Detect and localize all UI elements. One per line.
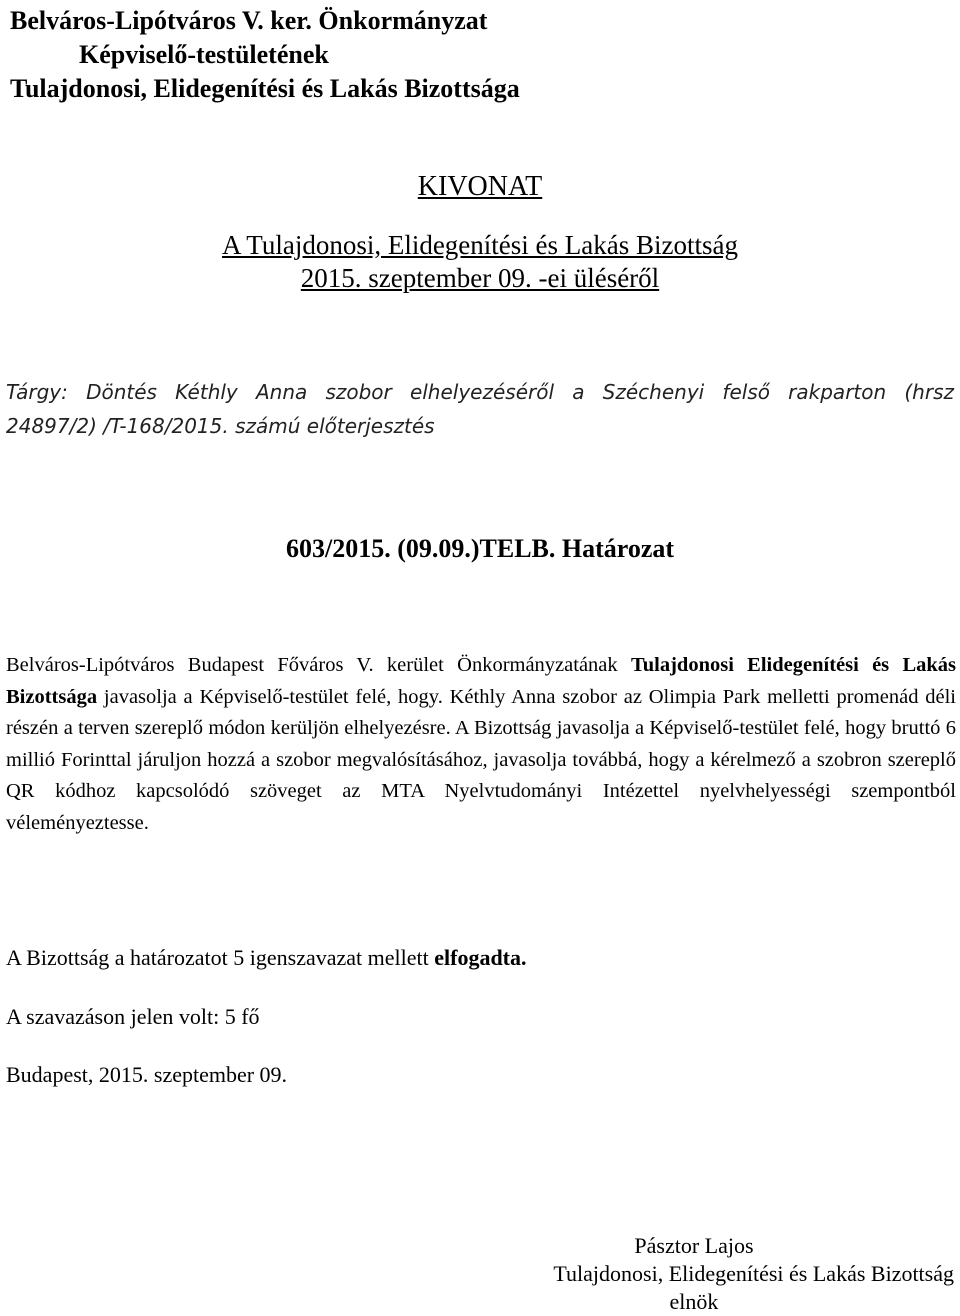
signatory-role: elnök — [669, 1289, 719, 1314]
signatory-name: Pásztor Lajos — [634, 1233, 754, 1258]
header-municipality: Belváros-Lipótváros V. ker. Önkormányzat — [10, 6, 488, 35]
vote-outcome: elfogadta. — [434, 945, 527, 970]
body-text-part2: javasolja a Képviselő-testület felé, hogy. Kéthly Anna szobor az Olimpia Park melletti promenád déli részén a terven szereplő módon kerüljön elhelyezésre. A Bizottság javasolja a Képviselő-testület felé, hogy bruttó 6 millió Forinttal járuljon hozzá a szobor megvalósításához, javasolja továbbá, hogy a kérelmező a szobron szereplő QR kódhoz kapcsolódó szöveget az MTA Nyelvtudományi Intézettel nyelvhelyességi szempontból véleményeztesse. — [6, 685, 956, 834]
vote-text: A Bizottság a határozatot 5 igenszavazat mellett — [6, 945, 435, 970]
resolution-number: 603/2015. (09.09.)TELB. Határozat — [285, 534, 675, 563]
document-title: KIVONAT — [417, 171, 543, 202]
signatory-committee: Tulajdonosi, Elidegenítési és Lakás Bizottság — [553, 1261, 954, 1286]
subject-line-2: 24897/2) /T-168/2015. számú előterjesztés — [6, 414, 435, 438]
document-header — [10, 4, 520, 106]
title-committee: A Tulajdonosi, Elidegenítési és Lakás Bizottság — [222, 230, 738, 260]
subject-line-1: Tárgy: Döntés Kéthly Anna szobor elhelyezéséről a Széchenyi felső rakparton (hrsz — [6, 380, 954, 404]
document-date: Budapest, 2015. szeptember 09. — [6, 1062, 288, 1087]
header-committee: Tulajdonosi, Elidegenítési és Lakás Bizottsága — [10, 74, 520, 103]
signature-block — [434, 1232, 954, 1316]
resolution-body — [6, 650, 956, 839]
header-body: Képviselő-testületének — [79, 40, 329, 69]
title-meeting-date: 2015. szeptember 09. -ei üléséről — [300, 263, 660, 293]
vote-result — [6, 943, 527, 973]
body-text-part1: Belváros-Lipótváros Budapest Főváros V. kerület Önkormányzatának — [6, 654, 631, 676]
body-text-committee: Tulajdonosi Elidegenítési és Lakás Bizottsága — [6, 654, 956, 708]
subject-line — [6, 375, 954, 443]
attendance: A szavazáson jelen volt: 5 fő — [6, 1004, 260, 1029]
